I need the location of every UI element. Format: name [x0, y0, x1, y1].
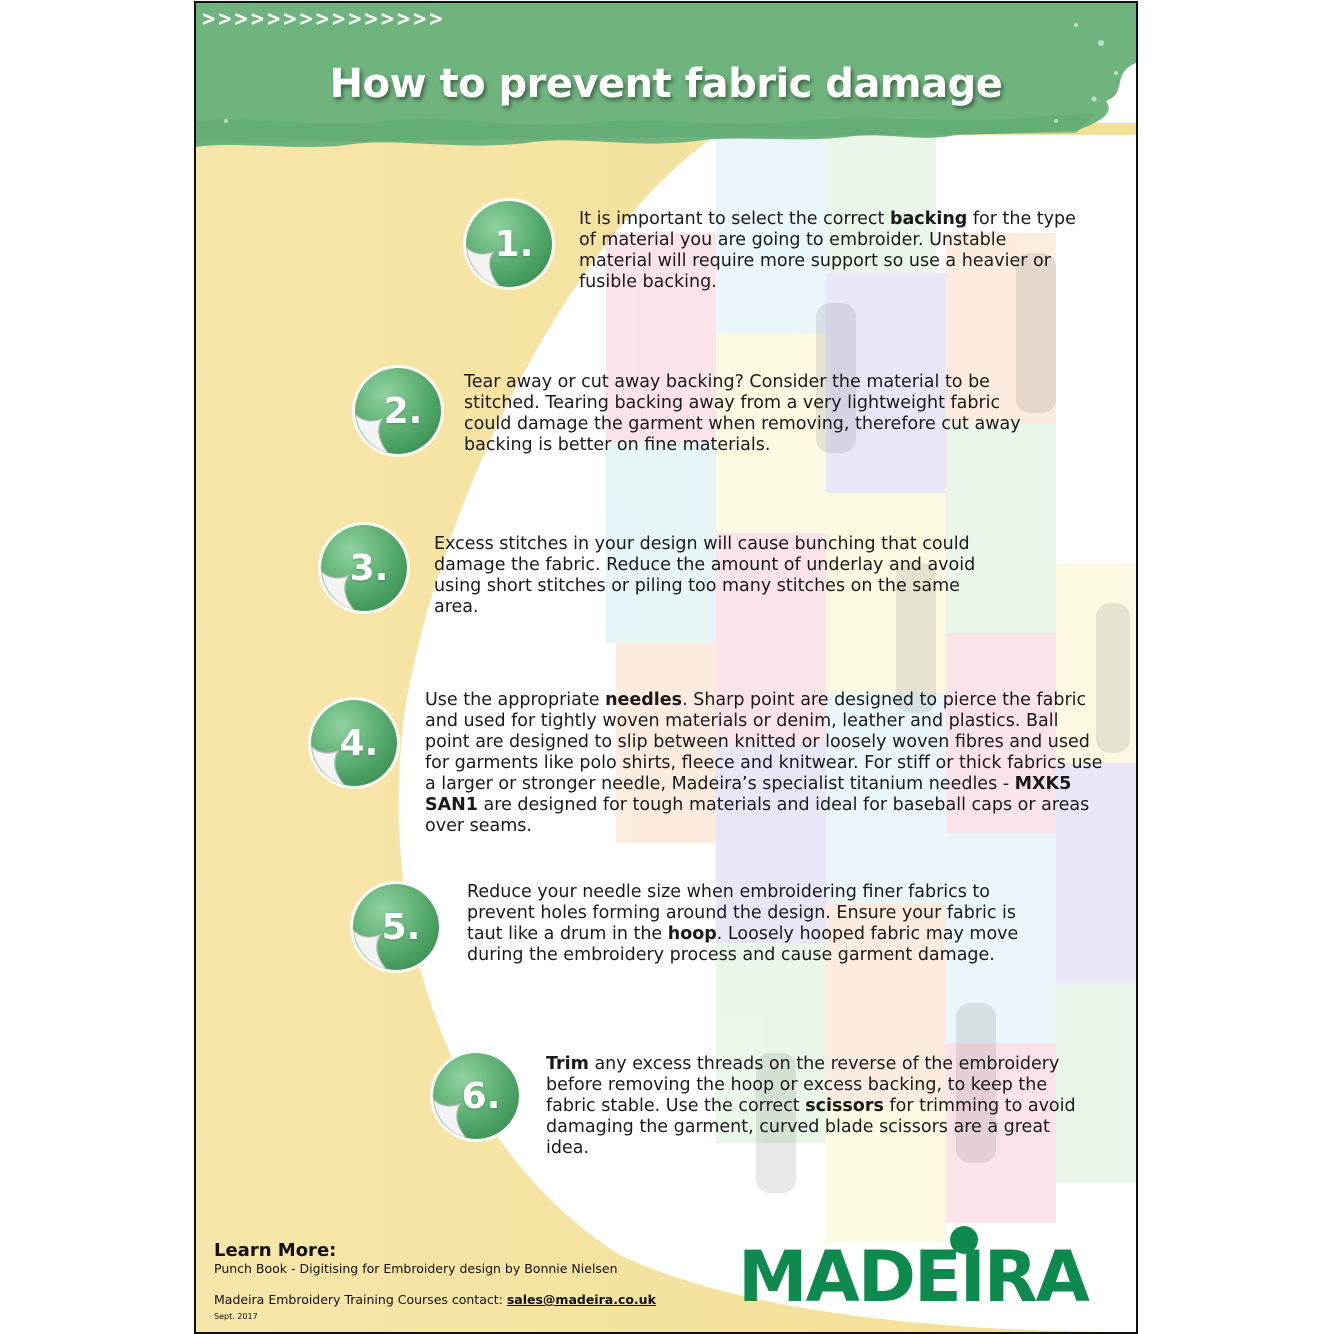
step-text-6 — [546, 1054, 1096, 1159]
learn-more-heading: Learn More: — [214, 1240, 337, 1261]
step-text-segment: Reduce your needle size when embroidering finer fabrics to prevent holes forming around the design. Ensure your fabric is taut like a drum in the — [467, 882, 1017, 944]
step-keyword: scissors — [805, 1096, 884, 1116]
step-text-segment: are designed for tough materials and ideal for baseball caps or areas over seams. — [425, 795, 1090, 836]
logo-wordmark: MADEIRA — [738, 1236, 1088, 1318]
step-badge-1 — [459, 196, 555, 292]
page-title: How to prevent fabric damage — [329, 61, 1003, 107]
madeira-logo — [738, 1223, 1123, 1318]
publication-date: Sept. 2017 — [214, 1312, 258, 1321]
header-chevrons: >>>>>>>>>>>>>>> — [202, 7, 446, 32]
step-badge-3 — [314, 520, 410, 616]
step-text-segment: for trimming to avoid damaging the garment, curved blade scissors are a great idea. — [546, 1096, 1076, 1158]
step-text-segment: Excess stitches in your design will cause bunching that could damage the fabric. Reduce the amount of underlay and avoid using short stitches or piling too many stitches on the same area. — [434, 534, 976, 617]
step-text-3 — [434, 534, 994, 618]
step-text-segment: Tear away or cut away backing? Consider the material to be stitched. Tearing backing away from a very lightweight fabric could damage the garment when removing, therefore cut away backing is better on fine materials. — [464, 372, 1021, 455]
step-badge-6 — [426, 1048, 522, 1144]
step-text-2 — [464, 372, 1024, 456]
step-text-segment: It is important to select the correct — [579, 209, 890, 229]
step-text-segment: . Loosely hooped fabric may move during the embroidery process and cause garment damage. — [467, 924, 1019, 965]
step-number: 4. — [339, 722, 379, 764]
step-badge-5 — [346, 879, 442, 975]
step-text-segment: Use the appropriate — [425, 690, 606, 710]
step-text-5 — [467, 882, 1037, 966]
step-number: 6. — [461, 1075, 501, 1117]
step-keyword: hoop — [667, 924, 717, 944]
step-number: 2. — [383, 390, 423, 432]
step-badge-4 — [304, 695, 400, 791]
book-reference: Punch Book - Digitising for Embroidery design by Bonnie Nielsen — [214, 1261, 618, 1276]
step-badge-2 — [348, 363, 444, 459]
step-text-segment: any excess threads on the reverse of the embroidery before removing the hoop or excess backing, to keep the fabric stable. Use the correct — [546, 1054, 1060, 1116]
step-keyword: Trim — [546, 1054, 589, 1074]
step-text-4 — [425, 690, 1105, 837]
step-keyword: backing — [889, 209, 968, 229]
step-keyword: needles — [605, 690, 683, 710]
courses-contact-label: Madeira Embroidery Training Courses contact: — [214, 1292, 507, 1307]
email-link[interactable]: sales@madeira.co.uk — [506, 1292, 656, 1307]
step-number: 5. — [381, 906, 421, 948]
step-text-segment: . Sharp point are designed to pierce the fabric and used for tightly woven materials or denim, leather and plastics. Ball point are designed to slip between knitted or loosely woven fibres and used for garments like polo shirts, fleece and knitwear. For stiff or thick fabrics use a larger or stronger needle, Madeira’s specialist titanium needles - — [425, 690, 1103, 794]
step-number: 1. — [494, 223, 534, 265]
step-text-1 — [579, 209, 1079, 293]
infographic-page — [194, 1, 1138, 1334]
courses-contact — [214, 1292, 656, 1307]
step-number: 3. — [349, 547, 389, 589]
step-text-segment: for the type of material you are going to embroider. Unstable material will require more support so use a heavier or fusible backing. — [579, 209, 1076, 292]
step-keyword: MXK5 SAN1 — [425, 774, 1072, 815]
